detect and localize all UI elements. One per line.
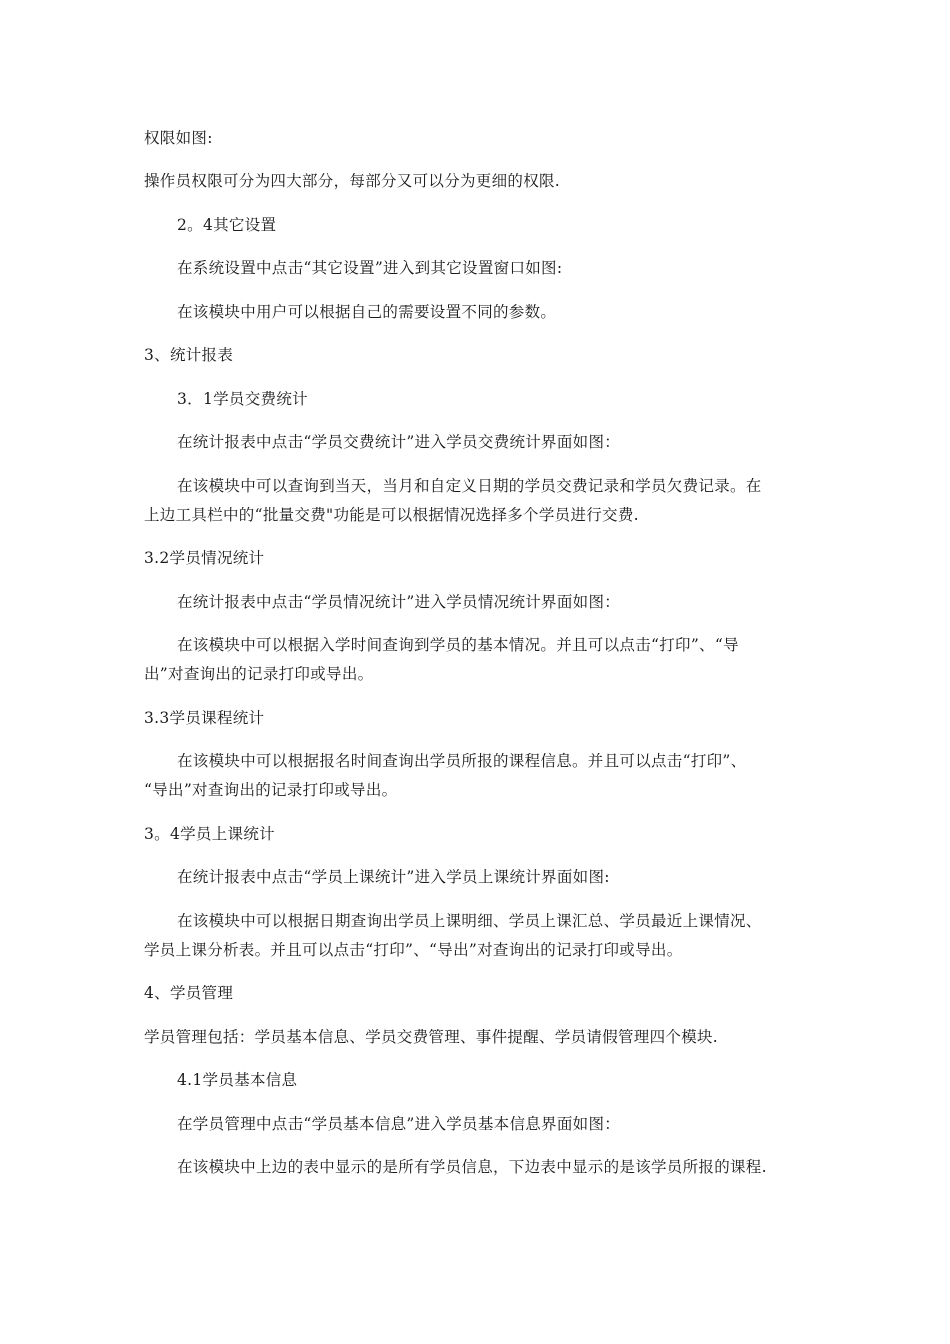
paragraph-other-settings-params: 在该模块中用户可以根据自己的需要设置不同的参数。 xyxy=(177,303,557,321)
paragraph-attendance-desc-2: 学员上课分析表。并且可以点击“打印”、“导出”对查询出的记录打印或导出。 xyxy=(144,941,683,959)
paragraph-basic-info-click: 在学员管理中点击“学员基本信息”进入学员基本信息界面如图： xyxy=(177,1115,621,1133)
paragraph-fee-statistics-click: 在统计报表中点击“学员交费统计”进入学员交费统计界面如图： xyxy=(177,433,621,451)
heading-3-1-fee-statistics: 3．1学员交费统计 xyxy=(177,390,308,408)
heading-3-statistics-reports: 3、统计报表 xyxy=(144,346,234,364)
heading-3-4-attendance-statistics: 3。4学员上课统计 xyxy=(144,825,275,843)
paragraph-fee-statistics-desc-2: 上边工具栏中的“批量交费"功能是可以根据情况选择多个学员进行交费. xyxy=(144,506,639,524)
paragraph-student-status-desc-2: 出”对查询出的记录打印或导出。 xyxy=(144,665,374,683)
paragraph-operator-permissions: 操作员权限可分为四大部分，每部分又可以分为更细的权限. xyxy=(144,172,561,190)
heading-4-1-basic-info: 4.1学员基本信息 xyxy=(177,1071,298,1089)
paragraph-fee-statistics-desc-1: 在该模块中可以查询到当天，当月和自定义日期的学员交费记录和学员欠费记录。在 xyxy=(177,477,762,495)
paragraph-student-status-desc-1: 在该模块中可以根据入学时间查询到学员的基本情况。并且可以点击“打印”、“导 xyxy=(177,636,739,654)
paragraph-permissions-figure: 权限如图: xyxy=(144,129,213,147)
heading-4-student-management: 4、学员管理 xyxy=(144,984,234,1002)
heading-2-4-other-settings: 2。4其它设置 xyxy=(177,216,277,234)
paragraph-other-settings-click: 在系统设置中点击“其它设置”进入到其它设置窗口如图: xyxy=(177,259,563,277)
heading-3-3-course-statistics: 3.3学员课程统计 xyxy=(144,709,265,727)
paragraph-attendance-desc-1: 在该模块中可以根据日期查询出学员上课明细、学员上课汇总、学员最近上课情况、 xyxy=(177,912,762,930)
paragraph-course-statistics-desc-1: 在该模块中可以根据报名时间查询出学员所报的课程信息。并且可以点击“打印”、 xyxy=(177,752,747,770)
paragraph-attendance-click: 在统计报表中点击“学员上课统计”进入学员上课统计界面如图: xyxy=(177,868,610,886)
heading-3-2-student-status: 3.2学员情况统计 xyxy=(144,549,265,567)
paragraph-course-statistics-desc-2: “导出”对查询出的记录打印或导出。 xyxy=(144,781,398,799)
paragraph-student-management-modules: 学员管理包括：学员基本信息、学员交费管理、事件提醒、学员请假管理四个模块. xyxy=(144,1028,719,1046)
paragraph-basic-info-desc: 在该模块中上边的表中显示的是所有学员信息，下边表中显示的是该学员所报的课程. xyxy=(177,1158,767,1176)
paragraph-student-status-click: 在统计报表中点击“学员情况统计”进入学员情况统计界面如图： xyxy=(177,593,621,611)
